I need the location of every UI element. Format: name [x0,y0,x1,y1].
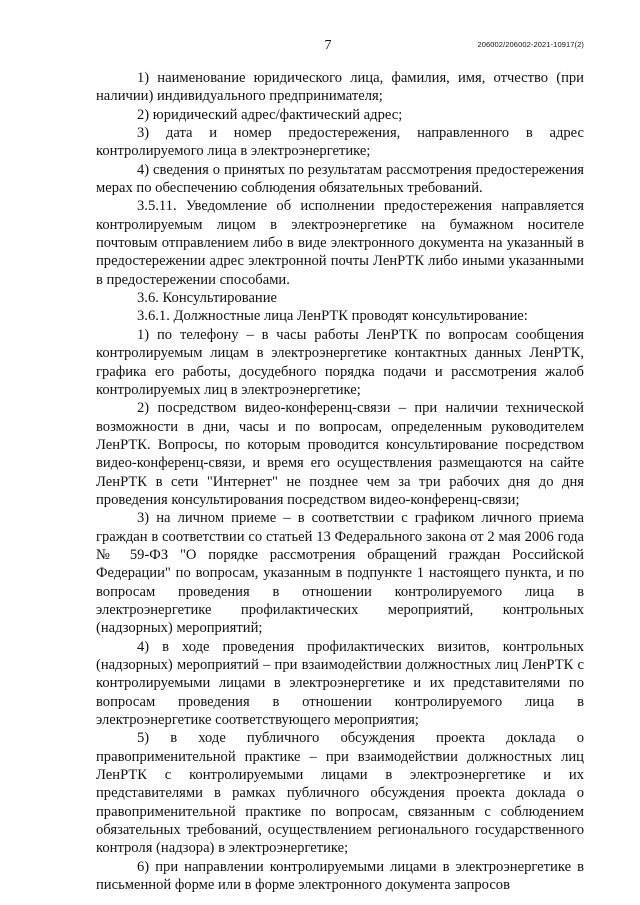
document-code: 206002/206002-2021-10917(2) [477,40,584,49]
paragraph-item-1-organization-name: 1) наименование юридического лица, фамилия, имя, отчество (при наличии) индивидуального предпринимателя; [96,70,584,105]
paragraph-item-2-address: 2) юридический адрес/фактический адрес; [137,106,403,123]
paragraph-consult-written-requests: 6) при направлении контролируемыми лицами в электроэнергетике в письменной форме или в форме электронного документа запросов [96,858,584,894]
page-number: 7 [324,38,332,53]
paragraph-consult-by-phone: 1) по телефону – в часы работы ЛенРТК по вопросам сообщения контролируемым лицам в электроэнергетике контактных данных ЛенРТК, графика его работы, досудебного порядка подачи и рассмотрения жалоб контролируемых лиц в электроэнергетике; [96,326,584,398]
paragraph-consult-public-discussion: 5) в ходе публичного обсуждения проекта доклада о правоприменительной практике – при взаимодействии должностных лиц ЛенРТК с контролируемыми лицами в электроэнергетике и их представителями в рамках публичного обсуждения проекта доклада о правоприменительной практике по вопросам, связанным с соблюдением обязательных требований, осуществлением регионального государственного контроля (надзора) в электроэнергетике; [96,730,584,857]
paragraph-3-6-1-consulting-intro: 3.6.1. Должностные лица ЛенРТК проводят консультирование: [137,308,528,325]
paragraph-consult-by-video: 2) посредством видео-конференц-связи – при наличии технической возможности в дни, часы и по вопросам, определенным руководителем ЛенРТК. Вопросы, по которым проводится консультирование посредством видео-конференц-связи, и время его осуществления размещаются на сайте ЛенРТК в сети "Интернет" не позднее чем за три рабочих дня до дня проведения консультирования посредством видео-конференц-связи; [96,400,584,508]
section-heading-3-6-consulting: 3.6. Консультирование [137,290,278,307]
paragraph-3-5-11-notification: 3.5.11. Уведомление об исполнении предостережения направляется контролируемым лицом в электроэнергетике на бумажном носителе почтовым отправлением либо в виде электронного документа на указанный в предостережении адрес электронной почты ЛенРТК либо иными указанными в предостережении способами. [96,198,584,288]
paragraph-item-3-warning-date-number: 3) дата и номер предостережения, направленного в адрес контролируемого лица в электроэнергетике; [96,125,584,160]
document-body [96,69,584,894]
paragraph-consult-during-visits: 4) в ходе проведения профилактических визитов, контрольных (надзорных) мероприятий – при взаимодействии должностных лиц ЛенРТК с контролируемыми лицами в электроэнергетике и их представителями по вопросам проведения в отношении контролируемого лица в электроэнергетике соответствующего мероприятия; [96,638,584,729]
paragraph-item-4-measures-taken: 4) сведения о принятых по результатам рассмотрения предостережения мерах по обеспечению соблюдения обязательных требований. [96,161,584,197]
paragraph-consult-in-person: 3) на личном приеме – в соответствии с графиком личного приема граждан в соответствии со статьей 13 Федерального закона от 2 мая 2006 года № 59-ФЗ "О порядке рассмотрения обращений граждан Российской Федерации" по вопросам, указанным в подпункте 1 настоящего пункта, и по вопросам проведения в отношении контролируемого лица в электроэнергетике профилактических мероприятий, контрольных (надзорных) мероприятий; [96,510,584,637]
